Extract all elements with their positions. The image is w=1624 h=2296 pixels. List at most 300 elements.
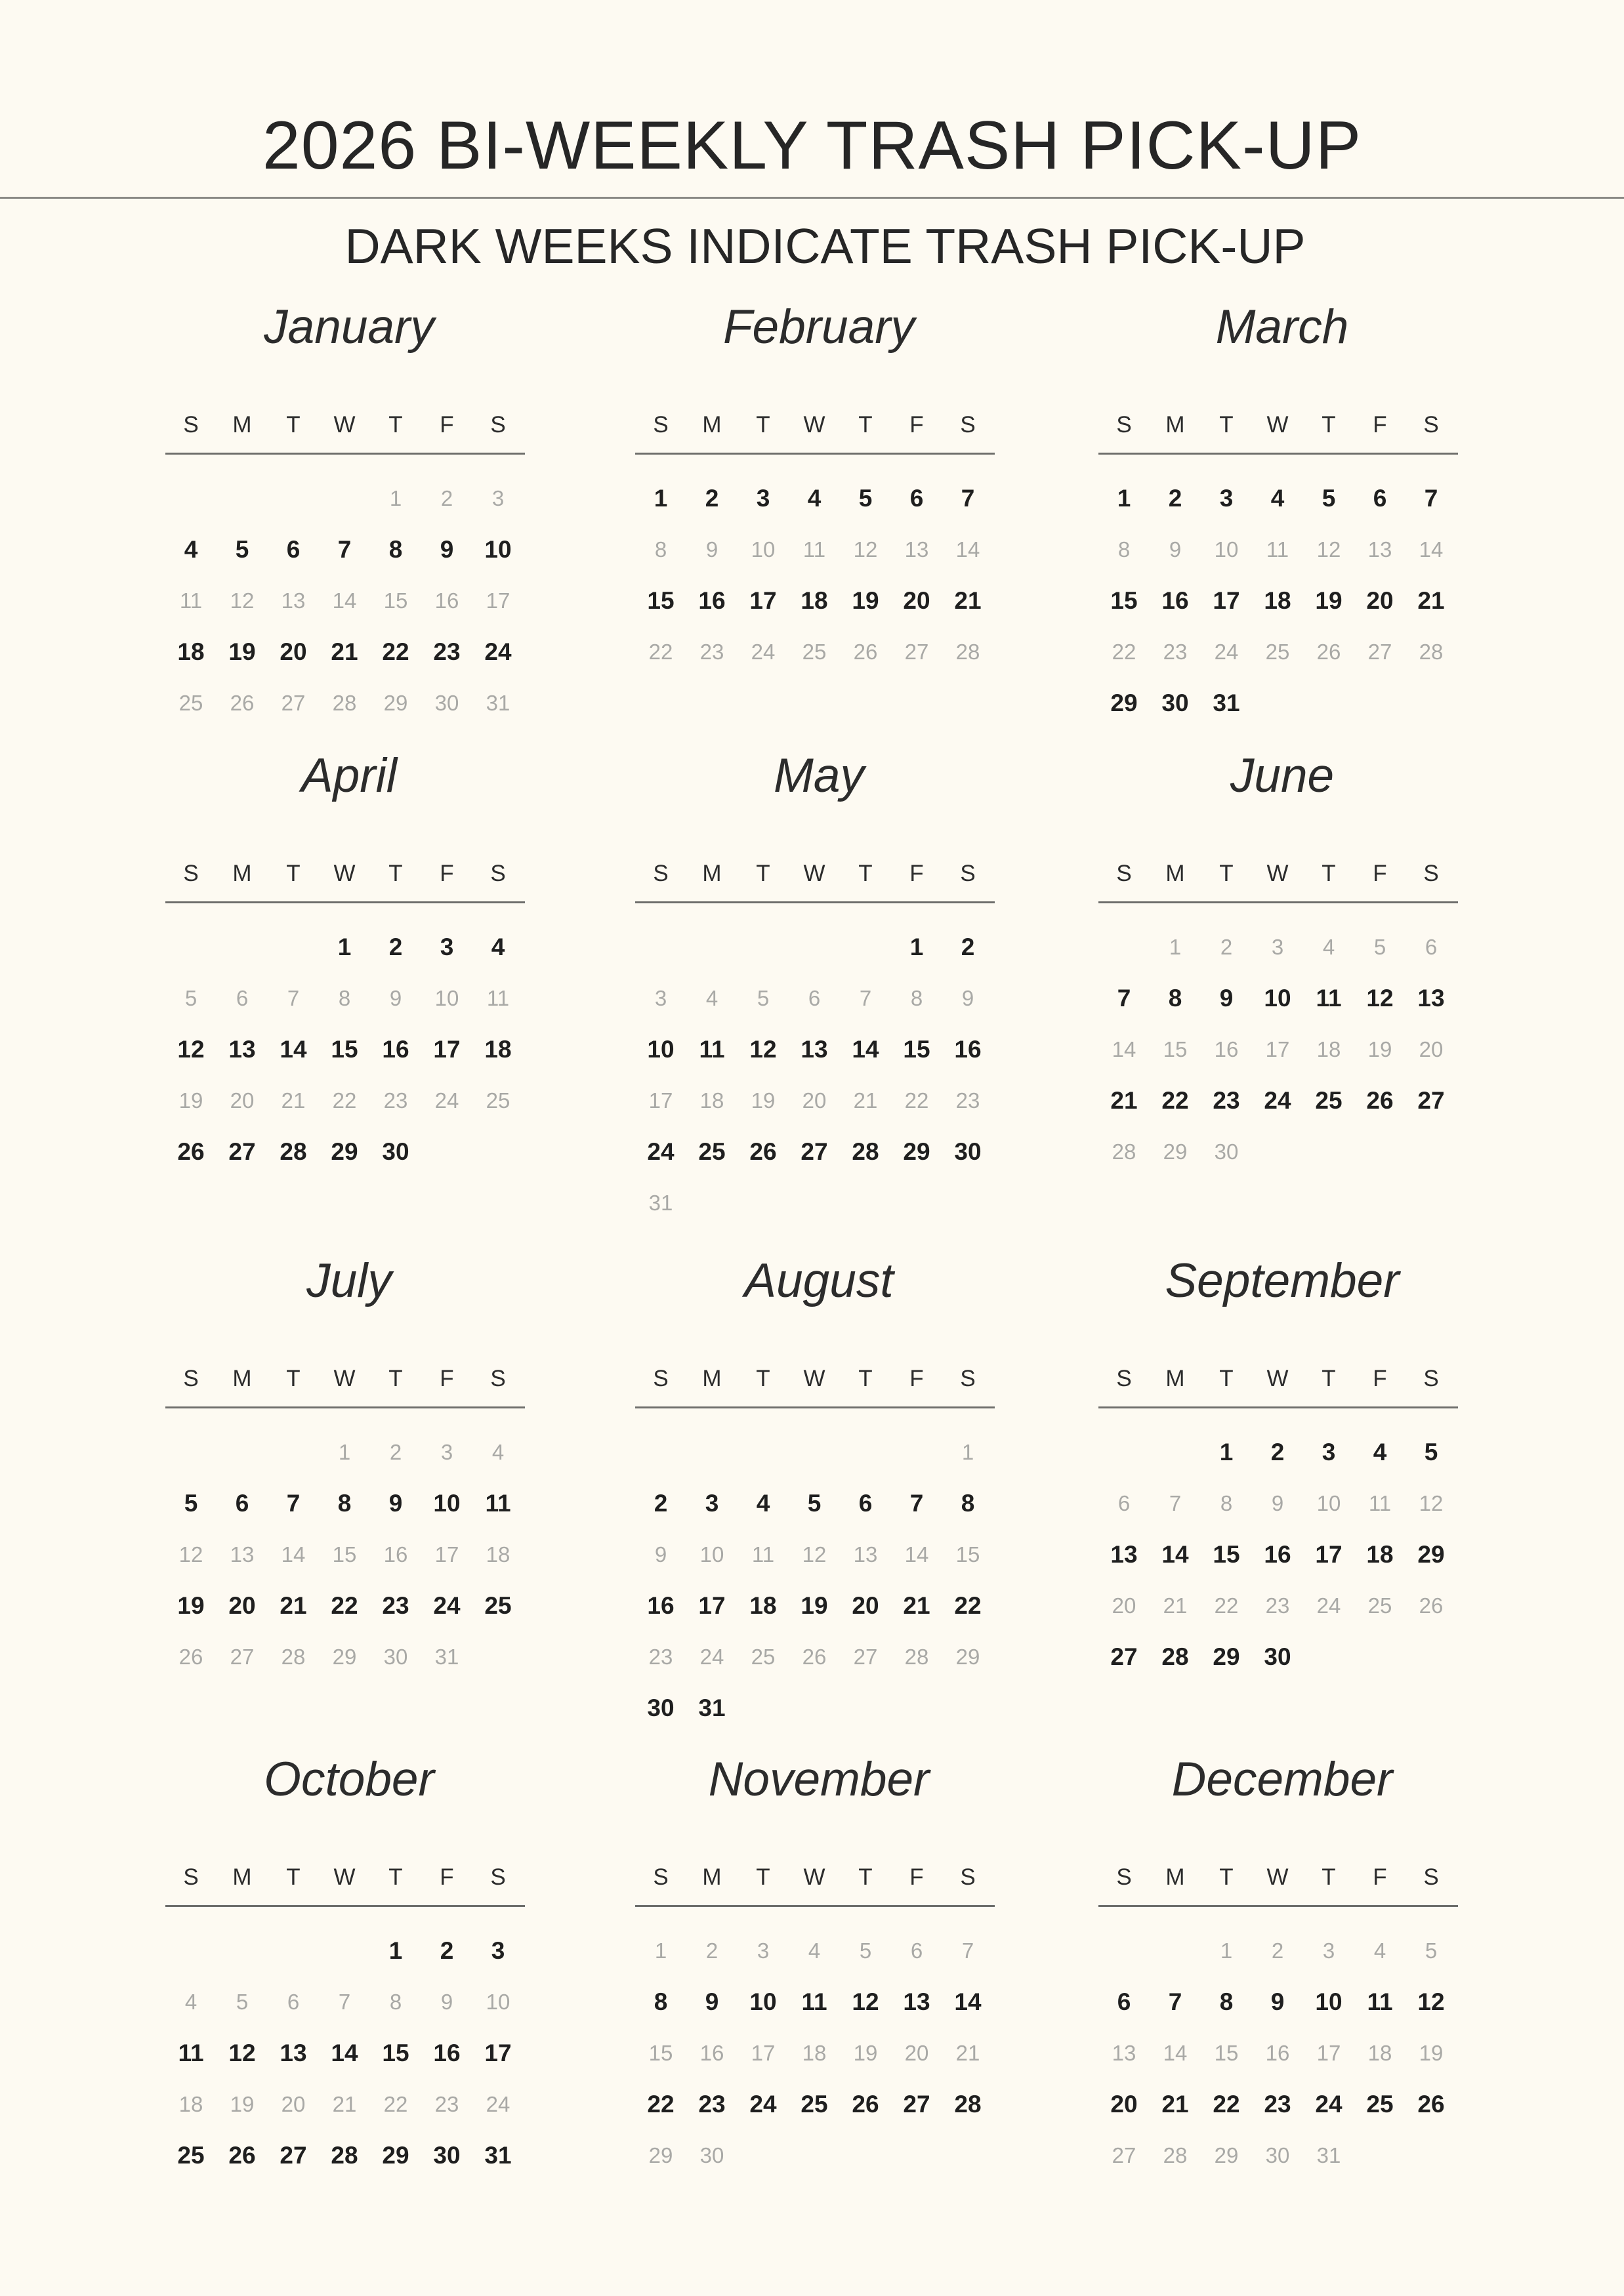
day-cell: 7 bbox=[859, 985, 872, 1010]
off-week bbox=[1098, 1023, 1466, 1075]
pickup-week bbox=[1098, 677, 1466, 728]
day-cell: 27 bbox=[1110, 1643, 1138, 1670]
weekday-label: M bbox=[232, 412, 252, 438]
day-cell: 22 bbox=[648, 639, 673, 664]
off-week bbox=[635, 626, 1003, 677]
day-cell: 29 bbox=[383, 690, 408, 715]
pickup-week bbox=[635, 921, 1003, 972]
weekday-label: F bbox=[440, 412, 454, 438]
day-cell: 13 bbox=[280, 2039, 307, 2066]
day-cell: 2 bbox=[654, 1489, 668, 1517]
day-cell: 21 bbox=[280, 1591, 307, 1619]
day-cell: 19 bbox=[178, 1088, 203, 1113]
month-name: October bbox=[264, 1753, 434, 1806]
day-cell: 20 bbox=[802, 1088, 827, 1113]
pickup-week bbox=[165, 2027, 533, 2078]
month-february bbox=[635, 300, 1003, 677]
title-divider bbox=[0, 197, 1624, 199]
pickup-week bbox=[635, 472, 1003, 523]
day-cell: 30 bbox=[434, 690, 459, 715]
day-cell: 28 bbox=[904, 1644, 929, 1669]
weekday-header bbox=[1098, 413, 1466, 436]
day-cell: 26 bbox=[749, 1138, 777, 1165]
day-cell: 4 bbox=[491, 1439, 505, 1464]
day-cell: 28 bbox=[954, 2090, 982, 2118]
day-cell: 6 bbox=[1117, 1490, 1131, 1515]
day-cell: 17 bbox=[486, 588, 510, 613]
day-cell: 25 bbox=[486, 1088, 510, 1113]
weekday-divider bbox=[635, 1406, 995, 1408]
day-cell: 7 bbox=[909, 1489, 924, 1517]
day-cell: 11 bbox=[802, 537, 826, 562]
day-cell: 14 bbox=[1163, 2040, 1188, 2065]
page-title: 2026 BI-WEEKLY TRASH PICK-UP bbox=[262, 108, 1362, 184]
day-cell: 12 bbox=[1316, 537, 1341, 562]
day-cell: 19 bbox=[228, 638, 256, 665]
day-cell: 15 bbox=[1163, 1036, 1188, 1061]
day-cell: 9 bbox=[440, 1989, 453, 2014]
day-cell: 23 bbox=[1163, 639, 1188, 664]
day-cell: 14 bbox=[904, 1542, 929, 1567]
day-cell: 23 bbox=[648, 1644, 673, 1669]
day-cell: 17 bbox=[751, 2040, 776, 2065]
day-cell: 14 bbox=[1419, 537, 1444, 562]
day-cell: 30 bbox=[383, 1644, 408, 1669]
weekday-label: S bbox=[1423, 1366, 1439, 1391]
day-cell: 19 bbox=[852, 586, 879, 614]
day-cell: 5 bbox=[858, 484, 873, 512]
day-cell: 14 bbox=[332, 588, 357, 613]
day-cell: 4 bbox=[184, 535, 198, 563]
day-cell: 2 bbox=[961, 933, 975, 960]
day-cell: 13 bbox=[1367, 537, 1392, 562]
day-cell: 8 bbox=[910, 985, 923, 1010]
day-cell: 29 bbox=[332, 1644, 357, 1669]
weekday-label: T bbox=[286, 412, 301, 438]
day-cell: 18 bbox=[802, 2040, 827, 2065]
day-cell: 7 bbox=[961, 1938, 974, 1963]
day-cell: 1 bbox=[654, 1938, 667, 1963]
day-cell: 4 bbox=[1373, 1938, 1386, 1963]
off-week bbox=[165, 677, 533, 728]
day-cell: 14 bbox=[954, 1988, 982, 2015]
month-april bbox=[165, 749, 533, 1177]
day-cell: 21 bbox=[331, 638, 358, 665]
week-list bbox=[1098, 472, 1466, 728]
pickup-week bbox=[1098, 1075, 1466, 1126]
day-cell: 1 bbox=[337, 933, 352, 960]
weekday-label: T bbox=[286, 1366, 301, 1391]
day-cell: 27 bbox=[281, 690, 306, 715]
weekday-divider bbox=[165, 1905, 525, 1907]
weekday-label: W bbox=[1266, 1366, 1289, 1391]
weekday-label: S bbox=[653, 861, 669, 886]
day-cell: 30 bbox=[647, 1694, 675, 1721]
day-cell: 24 bbox=[749, 2090, 777, 2118]
day-cell: 4 bbox=[808, 1938, 821, 1963]
weekday-label: T bbox=[286, 861, 301, 886]
weekday-label: F bbox=[440, 861, 454, 886]
weekday-label: W bbox=[333, 1864, 356, 1890]
day-cell: 19 bbox=[801, 1591, 828, 1619]
weekday-label: S bbox=[653, 1366, 669, 1391]
day-cell: 10 bbox=[1264, 984, 1291, 1012]
weekday-label: S bbox=[490, 412, 506, 438]
day-cell: 11 bbox=[1316, 984, 1342, 1012]
weekday-divider bbox=[1098, 1406, 1458, 1408]
day-cell: 24 bbox=[699, 1644, 724, 1669]
day-cell: 24 bbox=[1214, 639, 1239, 664]
off-week bbox=[165, 2078, 533, 2129]
day-cell: 23 bbox=[434, 2091, 459, 2116]
day-cell: 5 bbox=[859, 1938, 872, 1963]
day-cell: 16 bbox=[1265, 2040, 1290, 2065]
day-cell: 5 bbox=[1424, 1438, 1438, 1466]
weekday-label: F bbox=[1373, 861, 1387, 886]
day-cell: 2 bbox=[440, 1937, 454, 1964]
weekday-label: S bbox=[1423, 861, 1439, 886]
weekday-label: T bbox=[858, 1864, 873, 1890]
day-cell: 29 bbox=[382, 2141, 409, 2169]
day-cell: 3 bbox=[1322, 1438, 1336, 1466]
day-cell: 17 bbox=[1265, 1036, 1290, 1061]
day-cell: 4 bbox=[756, 1489, 770, 1517]
month-october bbox=[165, 1755, 533, 2181]
day-cell: 25 bbox=[178, 690, 203, 715]
off-week bbox=[165, 1075, 533, 1126]
weekday-label: S bbox=[1423, 1864, 1439, 1890]
weekday-label: T bbox=[1219, 1366, 1234, 1391]
day-cell: 1 bbox=[338, 1439, 351, 1464]
day-cell: 2 bbox=[1168, 484, 1182, 512]
day-cell: 23 bbox=[1264, 2090, 1291, 2118]
day-cell: 14 bbox=[852, 1035, 879, 1063]
day-cell: 14 bbox=[1112, 1036, 1136, 1061]
pickup-week bbox=[165, 1023, 533, 1075]
day-cell: 13 bbox=[1110, 1540, 1138, 1568]
weekday-label: T bbox=[388, 1864, 403, 1890]
weekday-label: T bbox=[858, 861, 873, 886]
weekday-label: S bbox=[960, 412, 976, 438]
day-cell: 7 bbox=[1117, 984, 1131, 1012]
pickup-week bbox=[165, 626, 533, 677]
day-cell: 20 bbox=[230, 1088, 255, 1113]
day-cell: 29 bbox=[1214, 2142, 1239, 2167]
day-cell: 15 bbox=[1214, 2040, 1239, 2065]
weekday-divider bbox=[165, 1406, 525, 1408]
weekday-header bbox=[1098, 862, 1466, 885]
day-cell: 7 bbox=[1169, 1490, 1182, 1515]
day-cell: 14 bbox=[1161, 1540, 1189, 1568]
weekday-label: M bbox=[1165, 412, 1185, 438]
day-cell: 4 bbox=[184, 1989, 198, 2014]
day-cell: 20 bbox=[1366, 586, 1394, 614]
week-list bbox=[1098, 1925, 1466, 2181]
weekday-divider bbox=[165, 901, 525, 903]
off-week bbox=[165, 972, 533, 1023]
day-cell: 31 bbox=[1213, 689, 1240, 716]
day-cell: 25 bbox=[1367, 1593, 1392, 1618]
month-name: September bbox=[1165, 1254, 1400, 1307]
week-list bbox=[165, 472, 533, 728]
day-cell: 17 bbox=[1315, 1540, 1343, 1568]
month-august bbox=[635, 1254, 1003, 1733]
day-cell: 2 bbox=[440, 485, 453, 510]
day-cell: 10 bbox=[1214, 537, 1239, 562]
week-list bbox=[165, 1426, 533, 1682]
day-cell: 3 bbox=[440, 933, 454, 960]
day-cell: 13 bbox=[230, 1542, 255, 1567]
day-cell: 30 bbox=[382, 1138, 409, 1165]
day-cell: 15 bbox=[647, 586, 675, 614]
day-cell: 15 bbox=[331, 1035, 358, 1063]
day-cell: 21 bbox=[332, 2091, 357, 2116]
week-list bbox=[1098, 1426, 1466, 1682]
day-cell: 21 bbox=[954, 586, 982, 614]
day-cell: 2 bbox=[1270, 1438, 1285, 1466]
day-cell: 22 bbox=[1112, 639, 1136, 664]
day-cell: 29 bbox=[648, 2142, 673, 2167]
day-cell: 1 bbox=[388, 1937, 403, 1964]
day-cell: 3 bbox=[491, 1937, 505, 1964]
day-cell: 5 bbox=[236, 1989, 249, 2014]
week-list bbox=[635, 472, 1003, 677]
day-cell: 6 bbox=[1117, 1988, 1131, 2015]
weekday-label: T bbox=[756, 1366, 770, 1391]
day-cell: 5 bbox=[1322, 484, 1336, 512]
day-cell: 12 bbox=[1366, 984, 1394, 1012]
weekday-label: S bbox=[960, 1864, 976, 1890]
day-cell: 15 bbox=[903, 1035, 930, 1063]
weekday-label: T bbox=[1322, 412, 1336, 438]
day-cell: 19 bbox=[1315, 586, 1343, 614]
day-cell: 28 bbox=[1161, 1643, 1189, 1670]
weekday-label: T bbox=[388, 861, 403, 886]
day-cell: 30 bbox=[1214, 1139, 1239, 1164]
day-cell: 11 bbox=[1367, 1988, 1393, 2015]
day-cell: 25 bbox=[751, 1644, 776, 1669]
day-cell: 2 bbox=[1220, 934, 1233, 959]
day-cell: 26 bbox=[1417, 2090, 1445, 2118]
day-cell: 11 bbox=[179, 588, 203, 613]
weekday-label: T bbox=[1219, 1864, 1234, 1890]
weekday-label: S bbox=[490, 861, 506, 886]
day-cell: 6 bbox=[1425, 934, 1438, 959]
day-cell: 4 bbox=[1373, 1438, 1387, 1466]
pickup-week bbox=[635, 1682, 1003, 1733]
weekday-label: T bbox=[756, 1864, 770, 1890]
day-cell: 30 bbox=[1265, 2142, 1290, 2167]
day-cell: 15 bbox=[1213, 1540, 1240, 1568]
weekday-label: M bbox=[1165, 861, 1185, 886]
day-cell: 10 bbox=[749, 1988, 777, 2015]
day-cell: 22 bbox=[331, 1591, 358, 1619]
pickup-week bbox=[1098, 1976, 1466, 2027]
off-week bbox=[1098, 2027, 1466, 2078]
day-cell: 10 bbox=[434, 985, 459, 1010]
day-cell: 31 bbox=[484, 2141, 512, 2169]
day-cell: 16 bbox=[699, 2040, 724, 2065]
day-cell: 23 bbox=[1213, 1086, 1240, 1114]
day-cell: 3 bbox=[756, 484, 770, 512]
pickup-week bbox=[1098, 1631, 1466, 1682]
day-cell: 20 bbox=[1110, 2090, 1138, 2118]
day-cell: 3 bbox=[1271, 934, 1284, 959]
day-cell: 12 bbox=[749, 1035, 777, 1063]
day-cell: 10 bbox=[699, 1542, 724, 1567]
off-week bbox=[635, 1925, 1003, 1976]
month-name: July bbox=[306, 1254, 392, 1307]
weekday-label: S bbox=[183, 1366, 199, 1391]
day-cell: 22 bbox=[1213, 2090, 1240, 2118]
pickup-week bbox=[635, 2078, 1003, 2129]
weekday-label: M bbox=[1165, 1864, 1185, 1890]
day-cell: 12 bbox=[177, 1035, 205, 1063]
day-cell: 6 bbox=[236, 985, 249, 1010]
day-cell: 27 bbox=[280, 2141, 307, 2169]
day-cell: 16 bbox=[647, 1591, 675, 1619]
day-cell: 22 bbox=[1161, 1086, 1189, 1114]
off-week bbox=[165, 1528, 533, 1580]
weekday-label: T bbox=[1219, 861, 1234, 886]
day-cell: 9 bbox=[440, 535, 454, 563]
day-cell: 29 bbox=[331, 1138, 358, 1165]
day-cell: 28 bbox=[955, 639, 980, 664]
day-cell: 16 bbox=[1264, 1540, 1291, 1568]
day-cell: 8 bbox=[654, 537, 667, 562]
weekday-label: T bbox=[858, 1366, 873, 1391]
day-cell: 1 bbox=[1219, 1438, 1234, 1466]
week-list bbox=[635, 1925, 1003, 2181]
month-july bbox=[165, 1254, 533, 1682]
day-cell: 21 bbox=[1161, 2090, 1189, 2118]
day-cell: 26 bbox=[230, 690, 255, 715]
day-cell: 3 bbox=[440, 1439, 453, 1464]
day-cell: 14 bbox=[955, 537, 980, 562]
day-cell: 23 bbox=[698, 2090, 726, 2118]
month-may bbox=[635, 749, 1003, 1228]
day-cell: 7 bbox=[337, 535, 352, 563]
day-cell: 6 bbox=[287, 1989, 300, 2014]
day-cell: 17 bbox=[648, 1088, 673, 1113]
day-cell: 2 bbox=[389, 1439, 402, 1464]
day-cell: 13 bbox=[853, 1542, 878, 1567]
day-cell: 29 bbox=[1417, 1540, 1445, 1568]
day-cell: 26 bbox=[178, 1644, 203, 1669]
day-cell: 9 bbox=[388, 1489, 403, 1517]
day-cell: 18 bbox=[1366, 1540, 1394, 1568]
day-cell: 8 bbox=[1117, 537, 1131, 562]
weekday-label: M bbox=[702, 412, 722, 438]
day-cell: 13 bbox=[1112, 2040, 1136, 2065]
day-cell: 12 bbox=[852, 1988, 879, 2015]
day-cell: 6 bbox=[235, 1489, 249, 1517]
off-week bbox=[1098, 1925, 1466, 1976]
page-subtitle: DARK WEEKS INDICATE TRASH PICK-UP bbox=[344, 218, 1306, 274]
weekday-label: W bbox=[803, 412, 825, 438]
month-name: May bbox=[774, 749, 864, 802]
day-cell: 26 bbox=[802, 1644, 827, 1669]
month-november bbox=[635, 1755, 1003, 2181]
day-cell: 6 bbox=[1373, 484, 1387, 512]
off-week bbox=[1098, 921, 1466, 972]
day-cell: 11 bbox=[485, 1489, 511, 1517]
day-cell: 20 bbox=[1419, 1036, 1444, 1061]
weekday-header bbox=[1098, 1367, 1466, 1390]
weekday-header bbox=[165, 1367, 533, 1390]
pickup-week bbox=[635, 1126, 1003, 1177]
day-cell: 18 bbox=[484, 1035, 512, 1063]
weekday-label: T bbox=[388, 412, 403, 438]
day-cell: 1 bbox=[1169, 934, 1182, 959]
day-cell: 6 bbox=[910, 1938, 923, 1963]
day-cell: 17 bbox=[433, 1035, 461, 1063]
day-cell: 6 bbox=[286, 535, 301, 563]
pickup-week bbox=[165, 523, 533, 575]
day-cell: 1 bbox=[961, 1439, 974, 1464]
day-cell: 22 bbox=[382, 638, 409, 665]
off-week bbox=[635, 2129, 1003, 2181]
weekday-label: T bbox=[756, 861, 770, 886]
day-cell: 7 bbox=[961, 484, 975, 512]
weekday-label: S bbox=[960, 1366, 976, 1391]
day-cell: 18 bbox=[801, 586, 828, 614]
week-list bbox=[1098, 921, 1466, 1177]
weekday-label: S bbox=[960, 861, 976, 886]
day-cell: 2 bbox=[705, 484, 719, 512]
weekday-label: S bbox=[653, 412, 669, 438]
weekday-label: W bbox=[1266, 861, 1289, 886]
weekday-label: S bbox=[1423, 412, 1439, 438]
day-cell: 14 bbox=[331, 2039, 358, 2066]
day-cell: 9 bbox=[1271, 1490, 1284, 1515]
weekday-label: S bbox=[1116, 1864, 1132, 1890]
day-cell: 22 bbox=[1214, 1593, 1239, 1618]
pickup-week bbox=[165, 921, 533, 972]
day-cell: 11 bbox=[1266, 537, 1289, 562]
weekday-label: S bbox=[1116, 1366, 1132, 1391]
pickup-week bbox=[165, 2129, 533, 2181]
weekday-divider bbox=[1098, 901, 1458, 903]
weekday-divider bbox=[635, 453, 995, 455]
month-december bbox=[1098, 1755, 1466, 2181]
day-cell: 17 bbox=[1316, 2040, 1341, 2065]
day-cell: 10 bbox=[486, 1989, 510, 2014]
day-cell: 9 bbox=[961, 985, 974, 1010]
weekday-divider bbox=[1098, 1905, 1458, 1907]
pickup-week bbox=[635, 1477, 1003, 1528]
day-cell: 21 bbox=[1110, 1086, 1138, 1114]
day-cell: 21 bbox=[903, 1591, 930, 1619]
weekday-label: T bbox=[388, 1366, 403, 1391]
day-cell: 5 bbox=[757, 985, 770, 1010]
off-week bbox=[635, 1528, 1003, 1580]
day-cell: 16 bbox=[433, 2039, 461, 2066]
day-cell: 4 bbox=[1270, 484, 1285, 512]
day-cell: 18 bbox=[1367, 2040, 1392, 2065]
pickup-week bbox=[635, 1976, 1003, 2027]
weekday-label: M bbox=[232, 861, 252, 886]
day-cell: 20 bbox=[281, 2091, 306, 2116]
day-cell: 25 bbox=[1315, 1086, 1343, 1114]
weekday-label: W bbox=[803, 1366, 825, 1391]
day-cell: 9 bbox=[1169, 537, 1182, 562]
day-cell: 15 bbox=[382, 2039, 409, 2066]
day-cell: 26 bbox=[1366, 1086, 1394, 1114]
day-cell: 27 bbox=[801, 1138, 828, 1165]
day-cell: 9 bbox=[1270, 1988, 1285, 2015]
day-cell: 21 bbox=[955, 2040, 980, 2065]
